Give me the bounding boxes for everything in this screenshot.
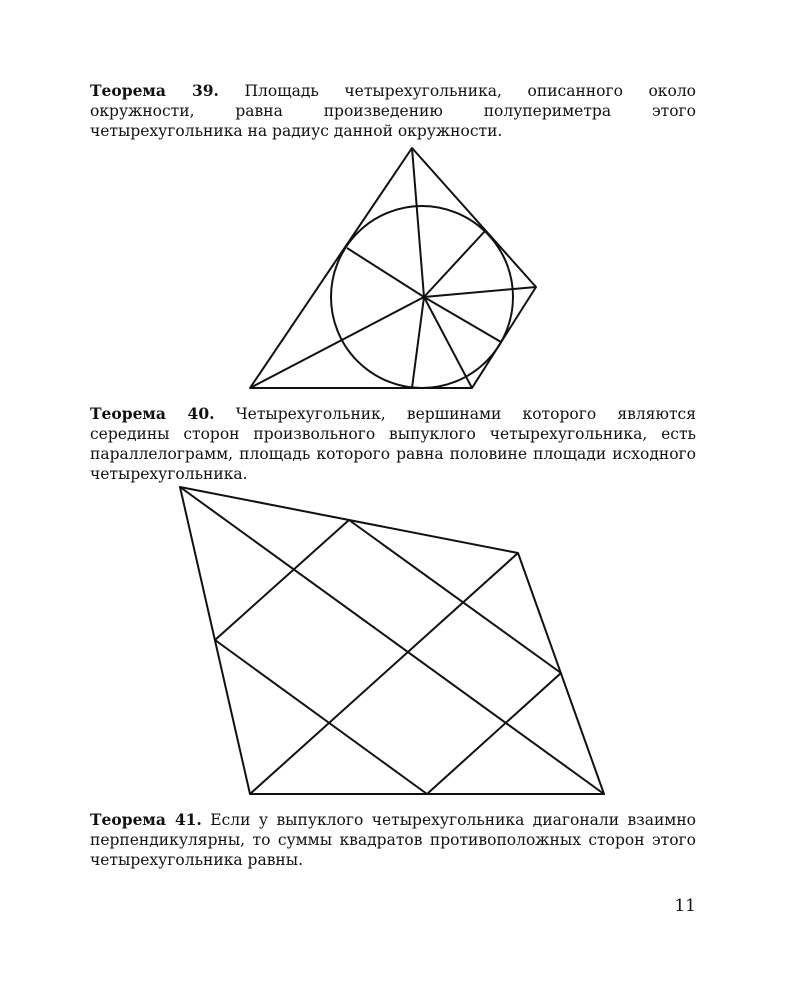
- radius-to-tangent-bottom: [412, 297, 424, 388]
- radius-to-tangent-right: [424, 297, 501, 342]
- radius-to-vertex-bottom-right: [424, 297, 472, 388]
- theorem-39-text: Площадь четырехугольника, описанного около окружности, равна произведению полупериметра этого четырехугольника на радиус данной окружности.: [90, 82, 696, 140]
- radius-to-tangent-top-right: [424, 231, 485, 297]
- theorem-41-text: Если у выпуклого четырехугольника диагонали взаимно перпендикулярны, то суммы квадратов противоположных сторон этого четырехугольника равны.: [90, 811, 697, 869]
- theorem-40-text: Четырехугольник, вершинами которого являются середины сторон произвольного выпуклого четырехугольника, есть параллелограмм, площадь которого равна половине площади исходного четырехугольника.: [90, 405, 696, 483]
- theorem-40-title: Теорема 40.: [90, 404, 215, 423]
- inscribed-circle: [331, 206, 513, 388]
- outer-quadrilateral: [180, 487, 604, 794]
- diagonal-bd: [250, 553, 518, 794]
- page-number: 11: [674, 896, 696, 916]
- theorem-39-title: Теорема 39.: [90, 81, 219, 100]
- quadrilateral-outline: [250, 148, 536, 388]
- midpoint-parallelogram: [215, 520, 561, 794]
- diagonal-ac: [180, 487, 604, 794]
- theorem-39: [90, 81, 696, 141]
- radius-to-vertex-top: [412, 148, 424, 297]
- theorem-41: [90, 810, 696, 870]
- theorem-40: [90, 404, 696, 484]
- radius-to-vertex-right: [424, 287, 536, 297]
- theorem-41-title: Теорема 41.: [90, 810, 202, 829]
- radius-to-tangent-left: [347, 248, 424, 297]
- radius-to-vertex-bottom-left: [250, 297, 424, 388]
